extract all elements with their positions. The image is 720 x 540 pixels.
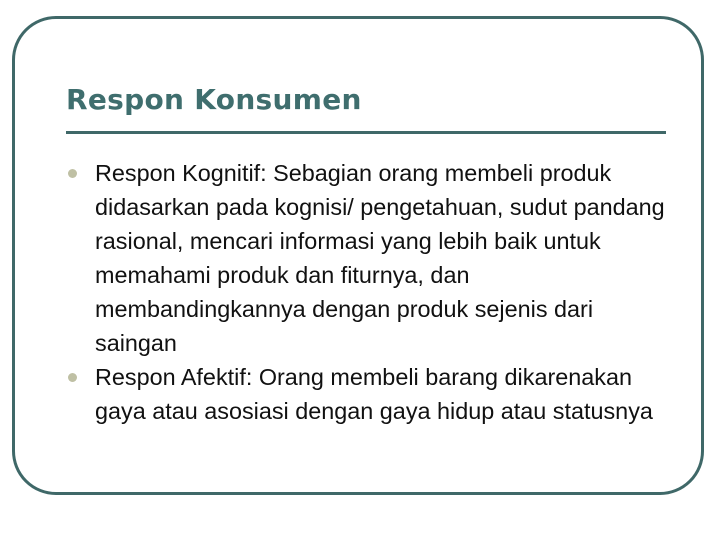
bullet-dot-icon (68, 373, 77, 382)
bullet-item-kognitif (68, 156, 668, 360)
bullet-item-afektif (68, 360, 668, 428)
bullet-text: Respon Kognitif: Sebagian orang membeli produk didasarkan pada kognisi/ pengetahuan, sudut pandang rasional, mencari informasi yang lebih baik untuk memahami produk dan fiturnya, dan membandingkannya dengan produk sejenis dari saingan (95, 160, 665, 356)
slide-title: Respon Konsumen (66, 83, 362, 116)
bullet-text: Respon Afektif: Orang membeli barang dikarenakan gaya atau asosiasi dengan gaya hidup atau statusnya (95, 364, 653, 424)
title-underline (66, 131, 666, 134)
bullet-dot-icon (68, 169, 77, 178)
bullet-list (68, 156, 668, 428)
